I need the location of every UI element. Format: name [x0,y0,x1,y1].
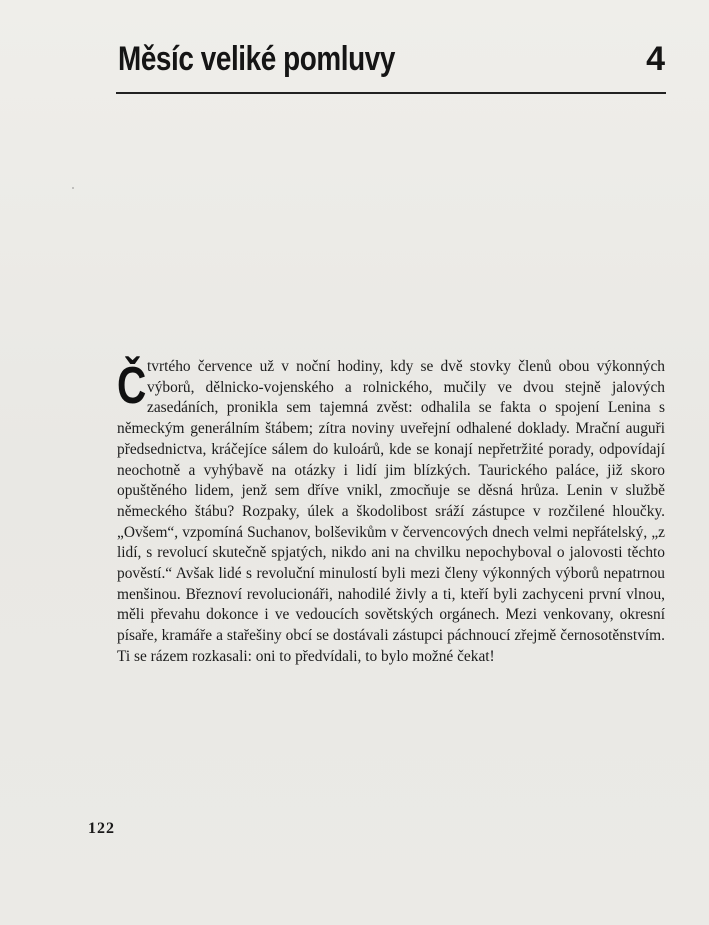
title-rule [116,92,666,94]
chapter-number: 4 [646,40,665,78]
chapter-title: Měsíc veliké pomluvy [118,40,395,78]
paper-speck [72,187,74,189]
paragraph-text: tvrtého července už v noční hodiny, kdy se dvě stovky členů obou výkonných výborů, dělnicko-vojenského a rolnického, mučily ve dvou stejně jalových zasedáních, pronikla sem tajemná zvěst: odhalila se fakta o spojení Lenina s německým generálním štábem; zítra noviny uveřejní odhalené doklady. Mrační auguři předsednictva, kráčejíce sálem do kuloárů, kde se konají nepřetržité porady, odpovídají neochotně a vyhýbavě na otázky i lidí jim blízkých. Taurického paláce, již skoro opuštěného lidem, jenž sem dříve vnikl, zmocňuje se děsná hrůza. Lenin v službě německého štábu? Rozpaky, úlek a škodolibost sráží zástupce v rozčilené hloučky. „Ovšem“, vzpomíná Suchanov, bolševikům v červencových dnech velmi nepřátelský, „z lidí, s revolucí skutečně spjatých, nikdo ani na chvilku nepochyboval o jalovosti těchto pověstí.“ Avšak lidé s revoluční minulostí byli mezi členy výkonných výborů nepatrnou menšinou. Březnoví revolucionáři, nahodilé živly a ti, kteří byli zachyceni první vlnou, měli převahu dokonce i ve vedoucích sovětských orgánech. Mezi venkovany, okresní písaře, kramáře a stařešiny obcí se dostávali zástupci páchnoucí zřejmě černosotěnstvím. Ti se rázem rozkasali: oni to předvídali, to bylo možné čekat! [117,358,665,665]
body-paragraph [117,357,665,668]
page-number: 122 [88,820,115,837]
drop-cap: Č [117,357,147,415]
